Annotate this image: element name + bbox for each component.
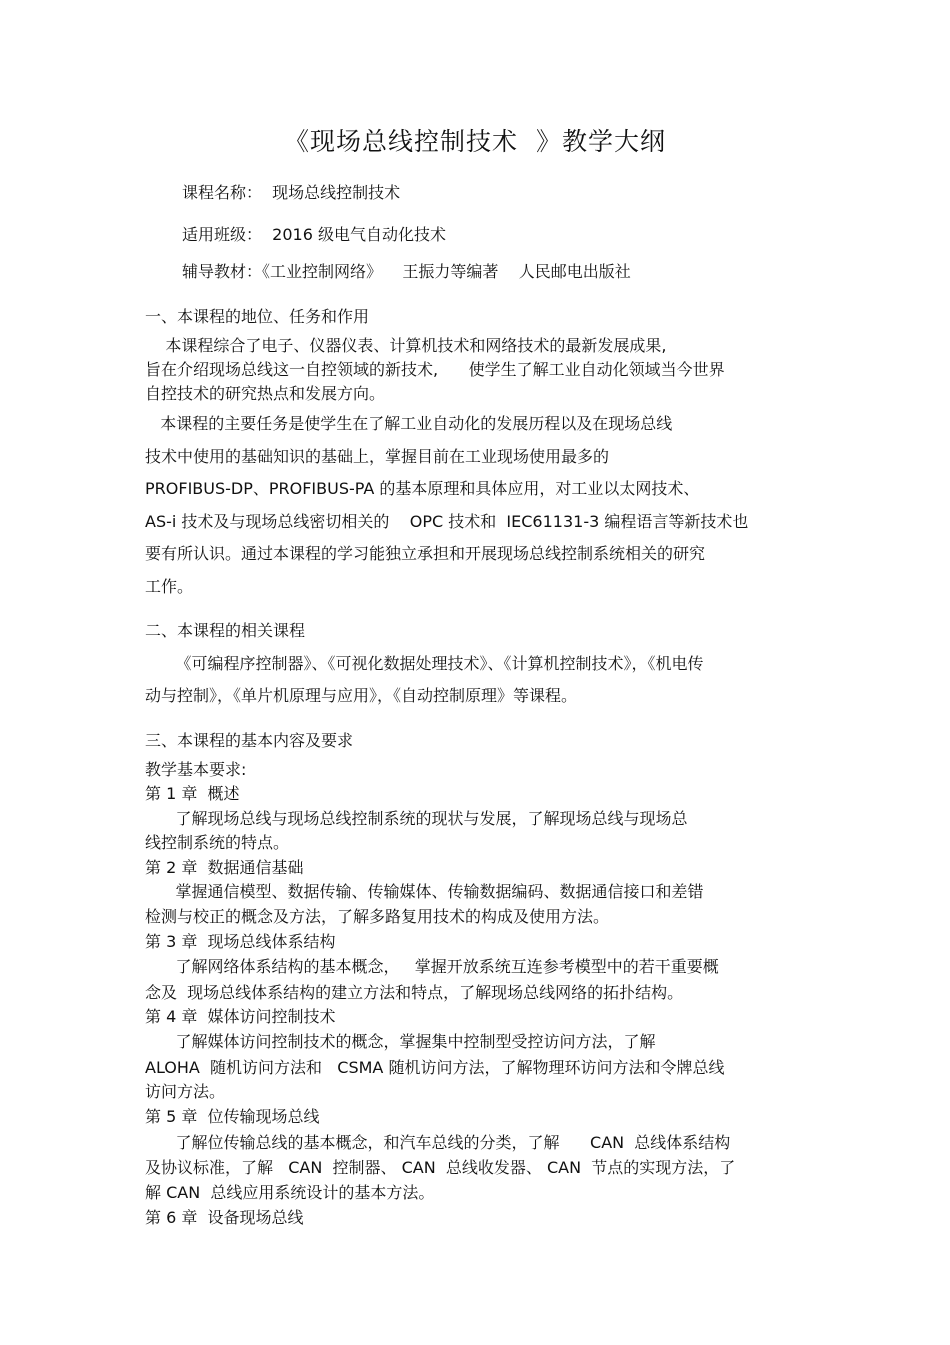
section3-line: 了解媒体访问控制技术的概念，掌握集中控制型受控访问方法，了解 bbox=[145, 1032, 656, 1051]
chapter-heading: 第 1 章 概述 bbox=[145, 784, 240, 803]
section2-line: 《可编程序控制器》、《可视化数据处理技术》、《计算机控制技术》，《机电传 bbox=[145, 654, 704, 673]
section3-line: 及协议标准，了解 CAN 控制器、 CAN 总线收发器、 CAN 节点的实现方法，了 bbox=[145, 1158, 736, 1177]
section3-heading: 三、本课程的基本内容及要求 bbox=[145, 731, 354, 750]
section1-line: 本课程的主要任务是使学生在了解工业自动化的发展历程以及在现场总线 bbox=[145, 414, 673, 433]
section1-line: 工作。 bbox=[145, 577, 194, 596]
section2-heading: 二、本课程的相关课程 bbox=[145, 621, 306, 640]
document-title: 《现场总线控制技术 》教学大纲 bbox=[284, 127, 666, 156]
chapter-heading: 第 5 章 位传输现场总线 bbox=[145, 1107, 320, 1126]
section2-line: 动与控制》，《单片机原理与应用》，《自动控制原理》等课程。 bbox=[145, 686, 578, 705]
section3-line: 教学基本要求: bbox=[145, 760, 247, 779]
section1-heading: 一、本课程的地位、任务和作用 bbox=[145, 307, 370, 326]
chapter-heading: 第 4 章 媒体访问控制技术 bbox=[145, 1007, 336, 1026]
section1-line: 要有所认识。通过本课程的学习能独立承担和开展现场总线控制系统相关的研究 bbox=[145, 544, 706, 563]
section3-line: 了解现场总线与现场总线控制系统的现状与发展，了解现场总线与现场总 bbox=[145, 809, 688, 828]
chapter-heading: 第 6 章 设备现场总线 bbox=[145, 1208, 304, 1227]
section3-line: 访问方法。 bbox=[145, 1082, 226, 1101]
section3-line: 念及 现场总线体系结构的建立方法和特点，了解现场总线网络的拓扑结构。 bbox=[145, 983, 684, 1002]
section3-line: 线控制系统的特点。 bbox=[145, 833, 290, 852]
section3-line: 解 CAN 总线应用系统设计的基本方法。 bbox=[145, 1183, 435, 1202]
section1-line: 自控技术的研究热点和发展方向。 bbox=[145, 384, 386, 403]
section1-line: AS-i 技术及与现场总线密切相关的 OPC 技术和 IEC61131-3 编程语言等新技术也 bbox=[145, 512, 749, 531]
textbook-line: 辅导教材：《工业控制网络》 王振力等编著 人民邮电出版社 bbox=[182, 262, 631, 281]
chapter-heading: 第 2 章 数据通信基础 bbox=[145, 858, 304, 877]
section1-line: 技术中使用的基础知识的基础上，掌握目前在工业现场使用最多的 bbox=[145, 447, 610, 466]
section3-line: 了解位传输总线的基本概念，和汽车总线的分类，了解 CAN 总线体系结构 bbox=[145, 1133, 731, 1152]
chapter-heading: 第 3 章 现场总线体系结构 bbox=[145, 932, 336, 951]
section3-line: ALOHA 随机访问方法和 CSMA 随机访问方法，了解物理环访问方法和令牌总线 bbox=[145, 1058, 725, 1077]
section3-line: 掌握通信模型、数据传输、传输媒体、传输数据编码、数据通信接口和差错 bbox=[145, 882, 704, 901]
section1-line: PROFIBUS-DP、PROFIBUS-PA 的基本原理和具体应用，对工业以太网技术、 bbox=[145, 479, 700, 498]
course-name-line: 课程名称： 现场总线控制技术 bbox=[182, 183, 401, 202]
section3-line: 了解网络体系结构的基本概念， 掌握开放系统互连参考模型中的若干重要概 bbox=[145, 957, 719, 976]
section3-line: 检测与校正的概念及方法，了解多路复用技术的构成及使用方法。 bbox=[145, 907, 610, 926]
section1-line: 本课程综合了电子、仪器仪表、计算机技术和网络技术的最新发展成果, bbox=[145, 336, 667, 355]
section1-line: 旨在介绍现场总线这一自控领域的新技术, 使学生了解工业自动化领域当今世界 bbox=[145, 360, 725, 379]
class-line: 适用班级： 2016 级电气自动化技术 bbox=[182, 225, 446, 244]
